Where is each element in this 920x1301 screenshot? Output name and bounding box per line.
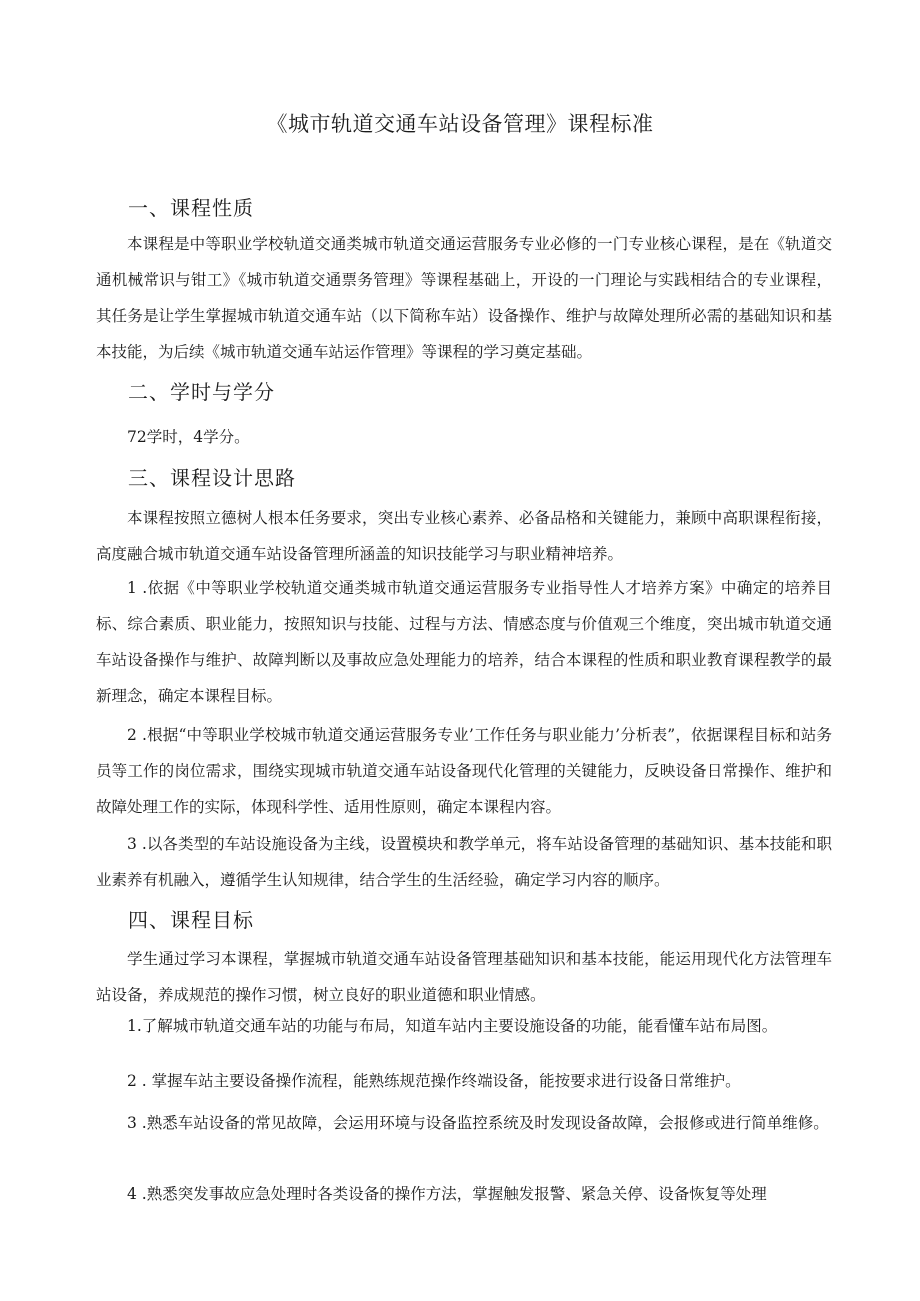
document-title: 《城市轨道交通车站设备管理》课程标准 bbox=[266, 112, 654, 136]
paragraph-objectives-intro: 学生通过学习本课程，掌握城市轨道交通车站设备管理基础知识和基本技能，能运用现代化方法管理车站设备，养成规范的操作习惯，树立良好的职业道德和职业情感。 bbox=[96, 950, 832, 1004]
section-heading-objectives: 四、课程目标 bbox=[128, 908, 254, 932]
paragraph-design-point-2: 2 .根据“中等职业学校城市轨道交通运营服务专业’工作任务与职业能力’分析表”，依据课程目标和站务员等工作的岗位需求，围绕实现城市轨道交通车站设备现代化管理的关键能力，反映设备日常操作、维护和故障处理工作的实际，体现科学性、适用性原则，确定本课程内容。 bbox=[96, 726, 832, 816]
paragraph-nature: 本课程是中等职业学校轨道交通类城市轨道交通运营服务专业必修的一门专业核心课程，是在《轨道交通机械常识与钳工》《城市轨道交通票务管理》等课程基础上，开设的一门理论与实践相结合的专业课程，其任务是让学生掌握城市轨道交通车站（以下简称车站）设备操作、维护与故障处理所必需的基础知识和基本技能，为后续《城市轨道交通车站运作管理》等课程的学习奠定基础。 bbox=[96, 235, 832, 361]
paragraph-objective-2: 2 . 掌握车站主要设备操作流程，能熟练规范操作终端设备，能按要求进行设备日常维护。 bbox=[127, 1072, 741, 1090]
paragraph-design-point-1: 1 .依据《中等职业学校轨道交通类城市轨道交通运营服务专业指导性人才培养方案》中确定的培养目标、综合素质、职业能力，按照知识与技能、过程与方法、情感态度与价值观三个维度，突出城市轨道交通车站设备操作与维护、故障判断以及事故应急处理能力的培养，结合本课程的性质和职业教育课程教学的最新理念，确定本课程目标。 bbox=[96, 579, 832, 705]
paragraph-design-point-3: 3 .以各类型的车站设施设备为主线，设置模块和教学单元，将车站设备管理的基础知识、基本技能和职业素养有机融入，遵循学生认知规律，结合学生的生活经验，确定学习内容的顺序。 bbox=[96, 835, 832, 889]
paragraph-design-intro: 本课程按照立德树人根本任务要求，突出专业核心素养、必备品格和关键能力，兼顾中高职课程衔接，高度融合城市轨道交通车站设备管理所涵盖的知识技能学习与职业精神培养。 bbox=[96, 509, 832, 563]
paragraph-hours: 72学时，4学分。 bbox=[127, 428, 250, 446]
section-heading-nature: 一、课程性质 bbox=[128, 196, 254, 220]
section-heading-design: 三、课程设计思路 bbox=[128, 466, 296, 490]
section-heading-hours: 二、学时与学分 bbox=[128, 380, 275, 404]
paragraph-objective-3: 3 .熟悉车站设备的常见故障，会运用环境与设备监控系统及时发现设备故障，会报修或进行简单维修。 bbox=[127, 1114, 829, 1132]
paragraph-objective-1: 1.了解城市轨道交通车站的功能与布局，知道车站内主要设施设备的功能，能看懂车站布局图。 bbox=[127, 1017, 778, 1035]
paragraph-objective-4: 4 .熟悉突发事故应急处理时各类设备的操作方法，掌握触发报警、紧急关停、设备恢复等处理 bbox=[127, 1185, 767, 1203]
